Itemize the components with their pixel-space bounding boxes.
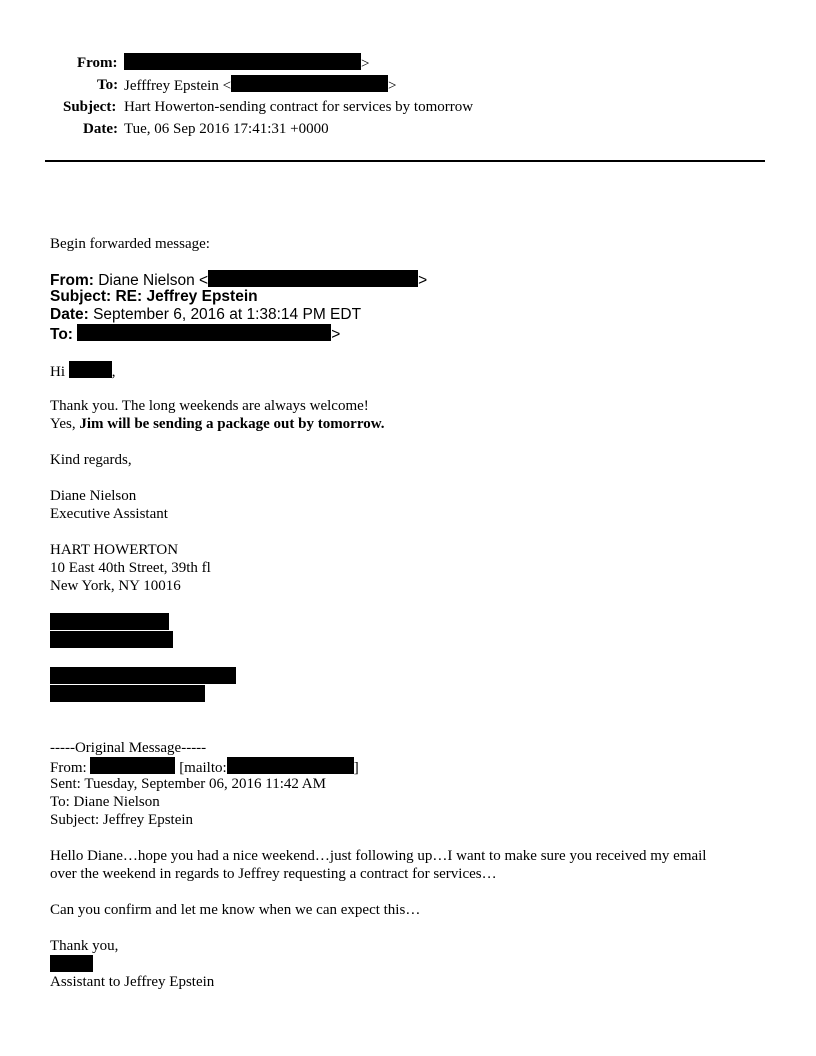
redaction-bar xyxy=(208,270,418,287)
original-body-1: Hello Diane…hope you had a nice weekend…just following up…I want to make sure you received my email xyxy=(50,848,707,864)
header-to-value: Jefffrey Epstein < > xyxy=(124,75,397,96)
original-sent: Sent: Tuesday, September 06, 2016 11:42 AM xyxy=(50,776,326,792)
signature-company: HART HOWERTON xyxy=(50,542,179,558)
redaction-bar xyxy=(77,324,331,341)
header-date-row xyxy=(0,119,700,139)
forward-date-row xyxy=(50,306,361,324)
header-date-label: Date: xyxy=(83,121,118,137)
original-signature-title: Assistant to Jeffrey Epstein xyxy=(50,974,215,990)
forward-from-label: From: xyxy=(50,272,94,289)
forward-from-value: Diane Nielson < xyxy=(98,272,209,289)
redaction-bar xyxy=(90,757,175,774)
reply-closing: Kind regards, xyxy=(50,452,132,468)
header-from-label: From: xyxy=(77,55,118,71)
header-subject-row xyxy=(0,97,700,117)
forward-to-row: To: > xyxy=(50,326,341,343)
original-separator: -----Original Message----- xyxy=(50,740,207,756)
header-from-value: > xyxy=(124,53,369,74)
header-to-label: To: xyxy=(97,77,119,93)
header-subject-value: Hart Howerton-sending contract for services by tomorrow xyxy=(124,99,474,115)
redaction-bar xyxy=(50,685,205,702)
header-divider xyxy=(45,160,765,162)
redaction-bar xyxy=(124,53,361,70)
redaction-bar xyxy=(50,955,93,972)
redaction-bar xyxy=(227,757,354,774)
redaction-bar xyxy=(69,361,112,378)
redaction-bar xyxy=(50,631,173,648)
original-body-2: over the weekend in regards to Jeffrey requesting a contract for services… xyxy=(50,866,497,882)
forward-date-value: September 6, 2016 at 1:38:14 PM EDT xyxy=(93,306,362,323)
original-thanks: Thank you, xyxy=(50,938,119,954)
forward-subject-row xyxy=(50,288,258,306)
reply-greeting: Hi , xyxy=(50,361,116,381)
signature-title: Executive Assistant xyxy=(50,506,168,522)
original-subject: Subject: Jeffrey Epstein xyxy=(50,812,194,828)
forward-subject-label: Subject: xyxy=(50,288,112,305)
header-subject-label: Subject: xyxy=(63,99,117,115)
original-body-3: Can you confirm and let me know when we can expect this… xyxy=(50,902,421,918)
redaction-bar xyxy=(231,75,388,92)
forward-date-label: Date: xyxy=(50,306,89,323)
forward-subject-value: RE: Jeffrey Epstein xyxy=(115,288,258,305)
header-from-row xyxy=(0,53,700,73)
redaction-bar xyxy=(50,667,236,684)
forward-to-label: To: xyxy=(50,326,73,343)
header-date-value: Tue, 06 Sep 2016 17:41:31 +0000 xyxy=(124,121,329,137)
forward-intro: Begin forwarded message: xyxy=(50,236,210,252)
reply-line-2: Yes, Jim will be sending a package out by tomorrow. xyxy=(50,416,385,432)
reply-line-1: Thank you. The long weekends are always welcome! xyxy=(50,398,369,414)
header-to-row xyxy=(0,75,700,95)
signature-address-1: 10 East 40th Street, 39th fl xyxy=(50,560,211,576)
original-to: To: Diane Nielson xyxy=(50,794,160,810)
signature-name: Diane Nielson xyxy=(50,488,137,504)
signature-address-2: New York, NY 10016 xyxy=(50,578,181,594)
original-from-row: From: [mailto: ] xyxy=(50,757,359,777)
redaction-bar xyxy=(50,613,169,630)
forward-from-row: From: Diane Nielson < > xyxy=(50,272,428,289)
